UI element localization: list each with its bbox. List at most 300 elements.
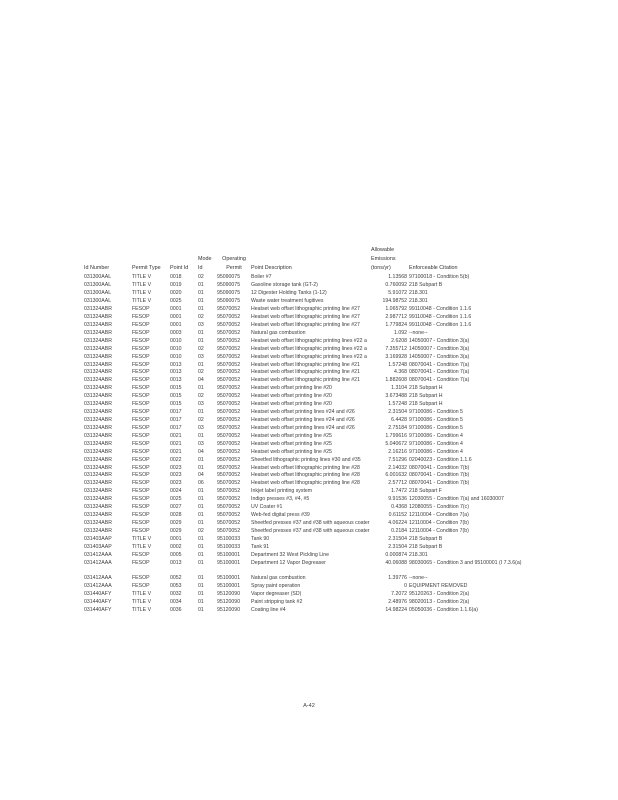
operating-permit-cell: 95070052 (217, 496, 241, 503)
point-id-cell: 0015 (170, 393, 182, 400)
header-operating-permit: Operating Permit (222, 255, 246, 271)
operating-permit-cell: 95100033 (217, 535, 241, 542)
allowable-emissions-cell: 1.882608 (385, 377, 407, 384)
enforceable-citation-cell: 218 Subpart H (409, 401, 443, 408)
point-id-cell: 0019 (170, 282, 182, 289)
table-row (84, 536, 618, 544)
table-row (84, 599, 618, 607)
permit-type-cell: FESOP (132, 440, 150, 447)
point-id-cell: 0013 (170, 559, 182, 566)
point-id-cell: 0001 (170, 306, 182, 313)
header-enforceable-citation: Enforceable Citation (409, 264, 458, 271)
permit-type-cell: FESOP (132, 345, 150, 352)
operating-permit-cell: 95070052 (217, 440, 241, 447)
operating-permit-cell: 95090075 (217, 282, 241, 289)
operating-permit-cell: 95070052 (217, 488, 241, 495)
id-number-cell: 031300AAL (84, 282, 112, 289)
permit-type-cell: FESOP (132, 551, 150, 558)
enforceable-citation-cell: 08070041 - Condition 7(a) (409, 361, 470, 368)
allowable-emissions-cell: 4.368 (394, 369, 407, 376)
mode-id-cell: 03 (198, 424, 204, 431)
id-number-cell: 031300AAL (84, 274, 112, 281)
permit-type-cell: FESOP (132, 527, 150, 534)
point-description-cell: UV Coater #1 (251, 504, 283, 511)
permit-type-cell: TITLE V (132, 282, 152, 289)
permit-type-cell: FESOP (132, 337, 150, 344)
enforceable-citation-cell: 97100086 - Condition 4 (409, 432, 463, 439)
mode-id-cell: 01 (198, 456, 204, 463)
mode-id-cell: 03 (198, 401, 204, 408)
mode-id-cell: 01 (198, 519, 204, 526)
id-number-cell: 031324ABR (84, 456, 112, 463)
id-number-cell: 031324ABR (84, 345, 112, 352)
allowable-emissions-cell: 1.065792 (385, 306, 407, 313)
mode-id-cell: 01 (198, 385, 204, 392)
point-description-cell: Paint stripping tank #2 (251, 598, 303, 605)
enforceable-citation-cell: 99110048 - Condition 1.1.6 (409, 321, 472, 328)
point-id-cell: 0010 (170, 353, 182, 360)
enforceable-citation-cell: 218.301 (409, 290, 428, 297)
point-id-cell: 0036 (170, 606, 182, 613)
enforceable-citation-cell: 12110004 - Condition 7(b) (409, 527, 469, 534)
mode-id-cell: 01 (198, 409, 204, 416)
table-row (84, 465, 618, 473)
permit-type-cell: TITLE V (132, 274, 152, 281)
id-number-cell: 031324ABR (84, 512, 112, 519)
operating-permit-cell: 95070052 (217, 314, 241, 320)
point-id-cell: 0025 (170, 496, 182, 503)
point-id-cell: 0023 (170, 472, 182, 479)
point-description-cell: Inkjet label printing system (251, 488, 313, 495)
point-description-cell: Coating line #4 (251, 606, 286, 613)
id-number-cell: 031324ABR (84, 488, 112, 495)
table-row (84, 544, 618, 552)
enforceable-citation-cell: 218 Subpart F (409, 488, 442, 495)
allowable-emissions-cell: 0.61152 (388, 512, 407, 519)
point-id-cell: 0032 (170, 590, 182, 597)
enforceable-citation-cell: 14050007 - Condition 3(a) (409, 353, 470, 360)
enforceable-citation-cell: 218.301 (409, 298, 428, 305)
point-description-cell: Department 32 West Pickling Line (251, 551, 330, 558)
operating-permit-cell: 95070052 (217, 472, 241, 479)
header-id-number: Id Number (84, 264, 110, 271)
operating-permit-cell: 95070052 (217, 464, 241, 471)
allowable-emissions-cell: 14.98224 (385, 606, 407, 613)
operating-permit-cell: 95070052 (217, 329, 241, 336)
point-id-cell: 0013 (170, 377, 182, 384)
enforceable-citation-cell: 12110004 - Condition 7(b) (409, 519, 469, 526)
enforceable-citation-cell: 97100086 - Condition 4 (409, 448, 463, 455)
operating-permit-cell: 95070052 (217, 456, 241, 463)
point-description-cell: Natural gas combustion (251, 575, 306, 582)
table-row (84, 322, 618, 330)
operating-permit-cell: 95070052 (217, 321, 241, 328)
permit-type-cell: TITLE V (132, 598, 152, 605)
operating-permit-cell: 95070052 (217, 306, 241, 313)
permit-type-cell: FESOP (132, 432, 150, 439)
point-description-cell: Sheetfed presses #37 and #38 with aqueous coater (251, 527, 370, 534)
permit-type-cell: FESOP (132, 488, 150, 495)
enforceable-citation-cell: 99110048 - Condition 1.1.6 (409, 306, 472, 313)
enforceable-citation-cell: 97100086 - Condition 5 (409, 416, 463, 423)
point-id-cell: 0018 (170, 274, 182, 281)
permit-type-cell: FESOP (132, 321, 150, 328)
point-description-cell: Heatset web offset lithographic printing line #28 (251, 472, 360, 479)
enforceable-citation-cell: 12110004 - Condition 7(a) (409, 512, 469, 519)
permit-type-cell: FESOP (132, 361, 150, 368)
table-row (84, 377, 618, 385)
table-row (84, 298, 618, 306)
operating-permit-cell: 95090075 (217, 298, 241, 305)
allowable-emissions-cell: 1.092 (394, 329, 407, 336)
enforceable-citation-cell: --none-- (409, 329, 428, 336)
mode-id-cell: 01 (198, 535, 204, 542)
enforceable-citation-cell: 218.301 (409, 551, 428, 558)
allowable-emissions-cell: 3.169928 (385, 353, 407, 360)
allowable-emissions-cell: 2.31504 (388, 409, 407, 416)
table-row (84, 583, 618, 591)
table-row (84, 417, 618, 425)
mode-id-cell: 01 (198, 361, 204, 368)
enforceable-citation-cell: 08070041 - Condition 7(b) (409, 480, 470, 487)
allowable-emissions-cell: 2.14032 (388, 464, 407, 471)
operating-permit-cell: 95070052 (217, 377, 241, 384)
mode-id-cell: 03 (198, 353, 204, 360)
mode-id-cell: 02 (198, 527, 204, 534)
enforceable-citation-cell: 97100086 - Condition 5 (409, 424, 463, 431)
operating-permit-cell: 95100001 (217, 551, 241, 558)
operating-permit-cell: 95070052 (217, 424, 241, 431)
mode-id-cell: 01 (198, 504, 204, 511)
mode-id-cell: 01 (198, 488, 204, 495)
permit-type-cell: FESOP (132, 401, 150, 408)
mode-id-cell: 01 (198, 329, 204, 336)
mode-id-cell: 01 (198, 306, 204, 313)
point-id-cell: 0003 (170, 329, 182, 336)
mode-id-cell: 04 (198, 472, 204, 479)
permit-type-cell: FESOP (132, 456, 150, 463)
mode-id-cell: 01 (198, 583, 204, 589)
point-id-cell: 0017 (170, 416, 182, 423)
point-id-cell: 0025 (170, 298, 182, 305)
table-row (84, 401, 618, 409)
point-id-cell: 0001 (170, 314, 182, 320)
point-description-cell: Heatset web offset lithographic printing line #21 (251, 361, 360, 368)
enforceable-citation-cell: 218 Subpart B (409, 543, 443, 550)
table-row (84, 607, 618, 615)
point-id-cell: 0023 (170, 464, 182, 471)
permit-type-cell: FESOP (132, 448, 150, 455)
allowable-emissions-cell: 0.4368 (391, 504, 407, 511)
id-number-cell: 031440AFY (84, 598, 112, 605)
header-point-id: Point Id (170, 264, 189, 271)
header-allowable-emissions: Allowable Emissions (tons/yr) (371, 247, 396, 271)
operating-permit-cell: 95070052 (217, 512, 241, 519)
id-number-cell: 031324ABR (84, 496, 112, 503)
permit-type-cell: TITLE V (132, 590, 152, 597)
table-row (84, 560, 618, 576)
enforceable-citation-cell: 99110048 - Condition 1.1.6 (409, 314, 472, 320)
permit-type-cell: TITLE V (132, 543, 152, 550)
permit-type-cell: FESOP (132, 424, 150, 431)
id-number-cell: 031300AAL (84, 298, 112, 305)
table-row (84, 274, 618, 282)
table-row (84, 425, 618, 433)
operating-permit-cell: 95070052 (217, 448, 241, 455)
operating-permit-cell: 95070052 (217, 393, 241, 400)
table-row (84, 346, 618, 354)
mode-id-cell: 01 (198, 496, 204, 503)
point-description-cell: Heatset web offset printing line #20 (251, 401, 332, 408)
point-id-cell: 0001 (170, 535, 182, 542)
permit-type-cell: FESOP (132, 409, 150, 416)
permit-type-cell: FESOP (132, 464, 150, 471)
allowable-emissions-cell: 2.48976 (388, 598, 407, 605)
operating-permit-cell: 95070052 (217, 409, 241, 416)
emissions-table-region (84, 246, 618, 615)
table-row (84, 385, 618, 393)
operating-permit-cell: 95070052 (217, 345, 241, 352)
id-number-cell: 031324ABR (84, 385, 112, 392)
mode-id-cell: 02 (198, 274, 204, 281)
point-description-cell: Indigo presses #3, #4, #5 (251, 496, 310, 503)
point-id-cell: 0010 (170, 337, 182, 344)
enforceable-citation-cell: 218 Subpart H (409, 385, 443, 392)
mode-id-cell: 01 (198, 559, 204, 566)
id-number-cell: 031324ABR (84, 321, 112, 328)
mode-id-cell: 03 (198, 440, 204, 447)
operating-permit-cell: 95070052 (217, 519, 241, 526)
allowable-emissions-cell: 2.6208 (391, 337, 407, 344)
operating-permit-cell: 95070052 (217, 480, 241, 487)
operating-permit-cell: 95120090 (217, 598, 241, 605)
id-number-cell: 031324ABR (84, 377, 112, 384)
permit-type-cell: FESOP (132, 393, 150, 400)
allowable-emissions-cell: 1.57248 (388, 361, 407, 368)
point-id-cell: 0029 (170, 519, 182, 526)
table-row (84, 306, 618, 314)
allowable-emissions-cell: 2.31504 (388, 535, 407, 542)
operating-permit-cell: 95070052 (217, 353, 241, 360)
mode-id-cell: 02 (198, 416, 204, 423)
point-id-cell: 0013 (170, 369, 182, 376)
table-row (84, 290, 618, 298)
point-id-cell: 0034 (170, 598, 182, 605)
permit-type-cell: TITLE V (132, 535, 152, 542)
id-number-cell: 031324ABR (84, 472, 112, 479)
operating-permit-cell: 95100001 (217, 575, 241, 582)
table-row (84, 528, 618, 536)
point-id-cell: 0002 (170, 543, 182, 550)
id-number-cell: 031440AFY (84, 590, 112, 597)
permit-type-cell: FESOP (132, 575, 150, 582)
mode-id-cell: 01 (198, 551, 204, 558)
id-number-cell: 031324ABR (84, 337, 112, 344)
table-row (84, 575, 618, 583)
enforceable-citation-cell: 98030065 - Condition 3 and 95100001 (I 7.3.6(a) (409, 559, 522, 566)
mode-id-cell: 04 (198, 448, 204, 455)
point-id-cell: 0029 (170, 527, 182, 534)
table-row (84, 330, 618, 338)
allowable-emissions-cell: 0.2184 (391, 527, 407, 534)
allowable-emissions-cell: 1.57248 (388, 401, 407, 408)
operating-permit-cell: 95070052 (217, 385, 241, 392)
table-row (84, 472, 618, 480)
id-number-cell: 031324ABR (84, 369, 112, 376)
allowable-emissions-cell: 1.779824 (385, 321, 407, 328)
id-number-cell: 031324ABR (84, 504, 112, 511)
id-number-cell: 031300AAL (84, 290, 112, 297)
permit-type-cell: FESOP (132, 496, 150, 503)
mode-id-cell: 02 (198, 369, 204, 376)
id-number-cell: 031324ABR (84, 361, 112, 368)
table-row (84, 354, 618, 362)
allowable-emissions-cell: 2.987712 (385, 314, 407, 320)
operating-permit-cell: 95070052 (217, 337, 241, 344)
table-row (84, 480, 618, 488)
id-number-cell: 031324ABR (84, 448, 112, 455)
operating-permit-cell: 95070052 (217, 401, 241, 408)
id-number-cell: 031324ABR (84, 424, 112, 431)
operating-permit-cell: 95070052 (217, 361, 241, 368)
permit-type-cell: TITLE V (132, 298, 152, 305)
point-description-cell: Natural gas combustion (251, 329, 306, 336)
permit-type-cell: FESOP (132, 472, 150, 479)
point-description-cell: Heatset web offset lithographic printing line #28 (251, 464, 360, 471)
id-number-cell: 031403AAP (84, 543, 112, 550)
allowable-emissions-cell: 3.673488 (385, 393, 407, 400)
operating-permit-cell: 95120090 (217, 590, 241, 597)
point-description-cell: Heatset web offset printing line #25 (251, 440, 332, 447)
table-row (84, 441, 618, 449)
allowable-emissions-cell: 0.760092 (385, 282, 407, 289)
id-number-cell: 031324ABR (84, 480, 112, 487)
permit-type-cell: FESOP (132, 306, 150, 313)
table-row (84, 449, 618, 457)
point-description-cell: Vapor degreaser (SD) (251, 590, 302, 597)
point-description-cell: Heatset web offset printing line #25 (251, 448, 332, 455)
table-header-row (84, 246, 618, 274)
point-id-cell: 0027 (170, 504, 182, 511)
enforceable-citation-cell: 218 Subpart B (409, 535, 443, 542)
table-body (84, 274, 618, 614)
allowable-emissions-cell: 2.31504 (388, 543, 407, 550)
header-permit-type: Permit Type (132, 264, 161, 271)
allowable-emissions-cell: 1.39776 (388, 575, 407, 582)
mode-id-cell: 01 (198, 575, 204, 582)
enforceable-citation-cell: 218 Subpart H (409, 393, 443, 400)
id-number-cell: 031324ABR (84, 416, 112, 423)
allowable-emissions-cell: 40.06088 (385, 559, 407, 566)
point-id-cell: 0015 (170, 385, 182, 392)
permit-type-cell: FESOP (132, 583, 150, 589)
point-id-cell: 0020 (170, 290, 182, 297)
mode-id-cell: 01 (198, 512, 204, 519)
point-description-cell: Gasoline storage tank (GT-2) (251, 282, 318, 289)
enforceable-citation-cell: 12080055 - Condition 7(c) (409, 504, 469, 511)
permit-type-cell: FESOP (132, 314, 150, 320)
enforceable-citation-cell: 08070041 - Condition 7(a) (409, 369, 470, 376)
id-number-cell: 031324ABR (84, 432, 112, 439)
mode-id-cell: 04 (198, 377, 204, 384)
mode-id-cell: 02 (198, 393, 204, 400)
operating-permit-cell: 95090075 (217, 290, 241, 297)
id-number-cell: 031324ABR (84, 314, 112, 320)
point-description-cell: Sheetfed presses #37 and #38 with aqueous coater (251, 519, 370, 526)
table-row (84, 433, 618, 441)
allowable-emissions-cell: 9.91536 (388, 496, 407, 503)
allowable-emissions-cell: 6.4428 (391, 416, 407, 423)
table-row (84, 338, 618, 346)
permit-type-cell: TITLE V (132, 606, 152, 613)
page-number: A-42 (303, 703, 315, 709)
table-row (84, 393, 618, 401)
allowable-emissions-cell: 5.91072 (388, 290, 407, 297)
point-id-cell: 0001 (170, 321, 182, 328)
operating-permit-cell: 95100033 (217, 543, 241, 550)
enforceable-citation-cell: 08070041 - Condition 7(a) (409, 377, 470, 384)
enforceable-citation-cell: 12030055 - Condition 7(a) and 16030007 (409, 496, 504, 503)
enforceable-citation-cell: 05050036 - Condition 1.1.6(a) (409, 606, 478, 613)
allowable-emissions-cell: 1.3104 (391, 385, 407, 392)
operating-permit-cell: 95070052 (217, 504, 241, 511)
point-description-cell: Heatset web offset printing line #20 (251, 385, 332, 392)
point-description-cell: Heatset web offset lithographic printing line #21 (251, 369, 360, 376)
allowable-emissions-cell: 1.13568 (388, 274, 407, 281)
enforceable-citation-cell: 97100086 - Condition 4 (409, 440, 463, 447)
table-row (84, 457, 618, 465)
point-description-cell: Heatset web offset printing lines #24 and #26 (251, 409, 355, 416)
point-description-cell: Heatset web offset lithographic printing line #21 (251, 377, 360, 384)
id-number-cell: 031324ABR (84, 353, 112, 360)
table-row (84, 512, 618, 520)
id-number-cell: 031324ABR (84, 519, 112, 526)
mode-id-cell: 01 (198, 337, 204, 344)
point-id-cell: 0013 (170, 361, 182, 368)
id-number-cell: 031440AFY (84, 606, 112, 613)
mode-id-cell: 01 (198, 543, 204, 550)
allowable-emissions-cell: 2.57712 (388, 480, 407, 487)
table-row (84, 409, 618, 417)
permit-type-cell: FESOP (132, 353, 150, 360)
operating-permit-cell: 95070052 (217, 432, 241, 439)
point-description-cell: Heatset web offset lithographic printing lines #22 a (251, 337, 367, 344)
mode-id-cell: 06 (198, 480, 204, 487)
operating-permit-cell: 95090075 (217, 274, 241, 281)
table-row (84, 520, 618, 528)
point-id-cell: 0052 (170, 575, 182, 582)
id-number-cell: 031403AAP (84, 535, 112, 542)
permit-type-cell: FESOP (132, 416, 150, 423)
allowable-emissions-cell: 7.2072 (391, 590, 407, 597)
permit-type-cell: FESOP (132, 385, 150, 392)
point-id-cell: 0022 (170, 456, 182, 463)
point-description-cell: Tank 91 (251, 543, 270, 550)
point-description-cell: Heatset web offset lithographic printing line #27 (251, 306, 360, 313)
id-number-cell: 031324ABR (84, 401, 112, 408)
permit-type-cell: FESOP (132, 329, 150, 336)
point-id-cell: 0017 (170, 424, 182, 431)
id-number-cell: 031324ABR (84, 440, 112, 447)
enforceable-citation-cell: 08070041 - Condition 7(b) (409, 472, 470, 479)
enforceable-citation-cell: 218 Subpart B (409, 282, 443, 289)
enforceable-citation-cell: 97100018 - Condition 5(b) (409, 274, 470, 281)
point-description-cell: Heatset web offset lithographic printing line #27 (251, 321, 360, 328)
point-description-cell: Heatset web offset printing line #25 (251, 432, 332, 439)
point-description-cell: Web-fed digital press #39 (251, 512, 310, 519)
point-id-cell: 0021 (170, 432, 182, 439)
operating-permit-cell: 95100001 (217, 583, 241, 589)
